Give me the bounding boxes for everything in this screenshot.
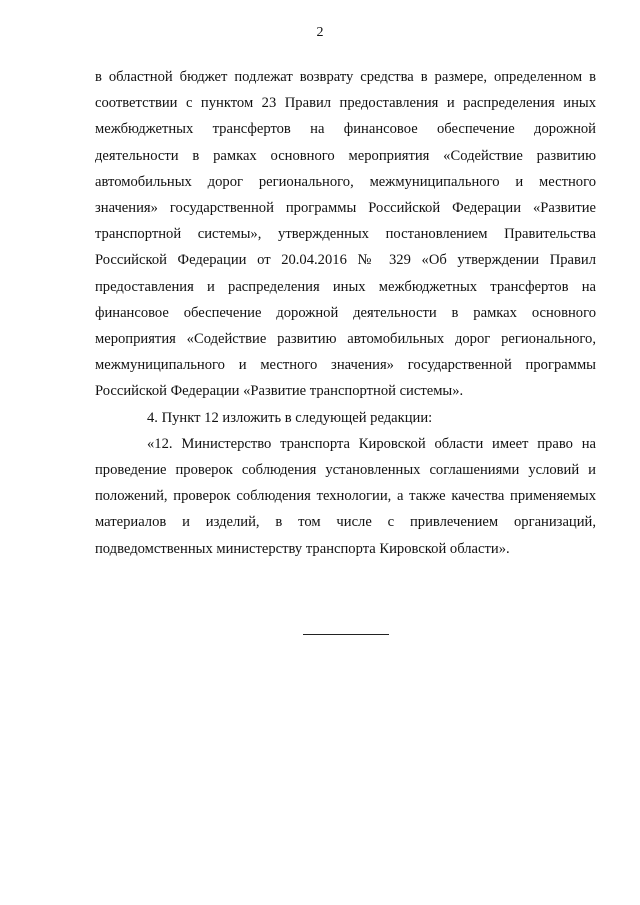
paragraph-item-4: 4. Пункт 12 изложить в следующей редакции: (147, 409, 433, 426)
paragraph-continuation: в областной бюджет подлежат возврату средства в размере, определенном в соответствии с пунктом 23 Правил предоставления и распределения иных межбюджетных трансфертов на финансовое обеспечение дорожной деятельности в рамках основного мероприятия «Содействие развитию автомобильных дорог регионального, межмуниципального и местного значения» государственной программы Российской Федерации «Развитие транспортной системы», утвержденных постановлением Правительства Российской Федерации от 20.04.2016 № 329 «Об утверждении Правил предоставления и распределения иных межбюджетных трансфертов на финансовое обеспечение дорожной деятельности в рамках основного мероприятия «Содействие развитию автомобильных дорог регионального, межмуниципального и местного значения» государственной программы Российской Федерации «Развитие транспортной системы». (95, 69, 596, 400)
end-of-text-rule (303, 634, 389, 635)
page-number: 2 (316, 25, 324, 40)
paragraph-item-12: «12. Министерство транспорта Кировской области имеет право на проведение проверок соблюдения установленных соглашениями условий и положений, проверок соблюдения технологии, а также качества применяемых материалов и изделий, в том числе с привлечением организаций, подведомственных министерству транспорта Кировской области». (95, 435, 596, 557)
document-body (95, 64, 596, 562)
